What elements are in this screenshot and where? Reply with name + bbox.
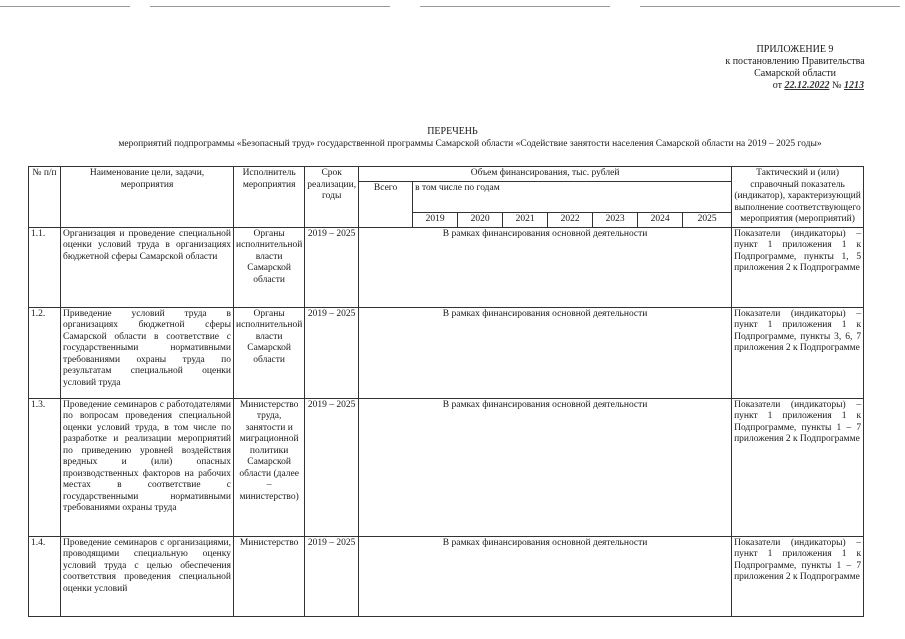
row-term: 2019 – 2025 (305, 227, 359, 307)
header-term: Срок реализации, годы (305, 167, 359, 228)
appendix-date-line (700, 80, 890, 92)
row-name: Проведение семинаров с организациями, проводящими специальную оценку условий труда с целью обеспечения соответствия проведения специальной оценки условий (61, 536, 234, 616)
row-financing: В рамках финансирования основной деятельности (359, 398, 732, 536)
row-executor: Органы исполнительной власти Самарской области (234, 307, 305, 398)
date-prefix: от (772, 80, 782, 91)
row-term: 2019 – 2025 (305, 536, 359, 616)
header-indicator: Тактический и (или) справочный показатель (индикатор), характеризующий выполнение соответствующего мероприятия (мероприятий) (732, 167, 864, 228)
row-executor: Министерство (234, 536, 305, 616)
header-year: 2021 (503, 213, 548, 228)
row-num: 1.2. (29, 307, 61, 398)
row-term: 2019 – 2025 (305, 307, 359, 398)
table-row (29, 398, 864, 536)
header-executor: Исполнитель мероприятия (234, 167, 305, 228)
row-executor: Органы исполнительной власти Самарской области (234, 227, 305, 307)
row-financing: В рамках финансирования основной деятельности (359, 307, 732, 398)
row-executor: Министерство труда, занятости и миграционной политики Самарской области (далее – министерство) (234, 398, 305, 536)
row-name: Организация и проведение специальной оценки условий труда в организациях бюджетной сферы Самарской области (61, 227, 234, 307)
row-name: Приведение условий труда в организациях бюджетной сферы Самарской области в соответствие с государственными нормативными требованиями охраны труда по результатам специальной оценки условий труда (61, 307, 234, 398)
appendix-line2: Самарской области (754, 68, 836, 79)
table-row (29, 227, 864, 307)
header-num: № п/п (29, 167, 61, 228)
header-year: 2019 (413, 213, 458, 228)
row-financing: В рамках финансирования основной деятельности (359, 227, 732, 307)
scan-line (0, 6, 130, 7)
appendix-header (700, 44, 890, 92)
scan-line (150, 6, 390, 7)
header-total: Всего (359, 181, 413, 227)
row-num: 1.4. (29, 536, 61, 616)
header-year: 2024 (638, 213, 683, 228)
number-prefix: № (831, 80, 842, 91)
header-year: 2022 (548, 213, 593, 228)
table-row (29, 307, 864, 398)
row-num: 1.1. (29, 227, 61, 307)
header-year: 2023 (593, 213, 638, 228)
row-indicator: Показатели (индикаторы) – пункт 1 приложения 1 к Подпрограмме, пункты 1 – 7 приложения 2 к Подпрограмме (732, 536, 864, 616)
row-indicator: Показатели (индикаторы) – пункт 1 приложения 1 к Подпрограмме, пункты 3, 6, 7 приложения 2 к Подпрограмме (732, 307, 864, 398)
header-name: Наименование цели, задачи, мероприятия (61, 167, 234, 228)
row-term: 2019 – 2025 (305, 398, 359, 536)
scan-line (640, 6, 900, 7)
scan-line (420, 6, 610, 7)
measures-table (28, 166, 864, 617)
appendix-line1: к постановлению Правительства (725, 56, 865, 67)
table-row (29, 536, 864, 616)
appendix-title: ПРИЛОЖЕНИЕ 9 (756, 44, 834, 55)
row-indicator: Показатели (индикаторы) – пункт 1 приложения 1 к Подпрограмме, пункты 1, 5 приложения 2 к Подпрограмме (732, 227, 864, 307)
header-financing: Объем финансирования, тыс. рублей (359, 167, 732, 182)
handwritten-date: 22.12.2022 (784, 80, 830, 91)
row-financing: В рамках финансирования основной деятельности (359, 536, 732, 616)
header-by-years: в том числе по годам (413, 181, 732, 213)
row-num: 1.3. (29, 398, 61, 536)
handwritten-number: 1213 (844, 80, 864, 91)
row-indicator: Показатели (индикаторы) – пункт 1 приложения 1 к Подпрограмме, пункты 1 – 7 приложения 2 к Подпрограмме (732, 398, 864, 536)
document-title: ПЕРЕЧЕНЬ (427, 126, 478, 137)
header-year: 2025 (683, 213, 732, 228)
header-year: 2020 (458, 213, 503, 228)
row-name: Проведение семинаров с работодателями по вопросам проведения специальной оценки условий труда, в том числе по разработке и реализации мероприятий по приведению уровней воздействия вредных и (или) опасных производственных факторов на рабочих местах в соответствие с государственными нормативными требованиями охраны труда (61, 398, 234, 536)
document-subtitle: мероприятий подпрограммы «Безопасный труд» государственной программы Самарской области «Содействие занятости населения Самарской области на 2019 – 2025 годы» (118, 139, 822, 149)
